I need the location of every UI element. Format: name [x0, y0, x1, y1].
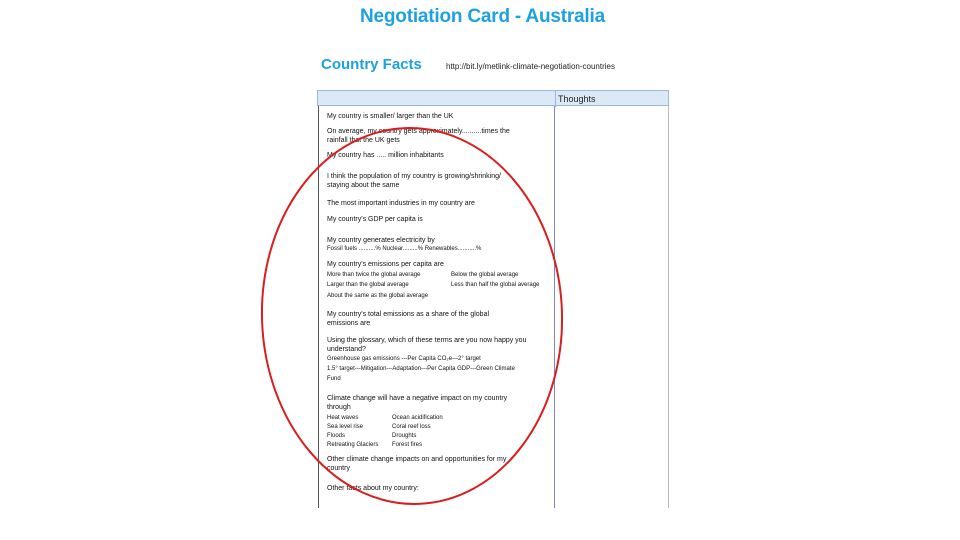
emission-option: About the same as the global average	[327, 293, 429, 299]
fact-electricity: My country generates electricity by	[327, 237, 435, 244]
impact-question-line2: through	[327, 404, 351, 411]
fact-population: My country has ..... million inhabitants	[327, 152, 444, 159]
impact-item: Droughts	[392, 433, 417, 439]
fact-industries: The most important industries in my country are	[327, 200, 475, 207]
impact-question-line1: Climate change will have a negative impact on my country	[327, 395, 508, 402]
glossary-question-line1: Using the glossary, which of these terms are you now happy you	[327, 337, 527, 344]
fact-emissions-per-capita: My country's emissions per capita are	[327, 261, 444, 268]
table-left-border	[318, 106, 319, 508]
fact-rainfall-line2: rainfall that the UK gets	[327, 137, 400, 144]
country-facts-table	[317, 90, 669, 508]
glossary-terms-line3: Fund	[327, 376, 341, 382]
impact-item: Sea level rise	[327, 424, 364, 430]
glossary-question-line2: understand?	[327, 346, 366, 353]
table-column-divider	[554, 106, 555, 508]
glossary-terms-line1: Greenhouse gas emissions ---Per Capita CO₂e---2° target	[327, 356, 481, 362]
emission-option: Below the global average	[451, 272, 519, 278]
impact-item: Floods	[327, 433, 346, 439]
fact-pop-trend-line1: I think the population of my country is growing/shrinking/	[327, 173, 501, 180]
section-title: Country Facts	[321, 56, 422, 73]
glossary-terms-line2: 1.5° target---Mitigation---Adaptation---Per Capita GDP---Green Climate	[327, 366, 515, 372]
impact-item: Retreating Glaciers	[327, 442, 379, 448]
impact-item: Coral reef loss	[392, 424, 431, 430]
countries-link[interactable]: http://bit.ly/metlink-climate-negotiation-countries	[446, 62, 615, 71]
other-facts: Other facts about my country:	[327, 485, 419, 492]
fact-rainfall-line1: On average, my country gets approximately..........times the	[327, 128, 510, 135]
table-header	[317, 90, 669, 106]
impact-item: Heat waves	[327, 415, 359, 421]
thoughts-header: Thoughts	[558, 94, 596, 104]
other-impacts-line2: country	[327, 465, 350, 472]
table-right-border	[668, 106, 669, 508]
page-title: Negotiation Card - Australia	[360, 6, 605, 27]
fact-size: My country is smaller/ larger than the UK	[327, 113, 454, 120]
impact-item: Forest fires	[392, 442, 423, 448]
emission-option: Less than half the global average	[451, 282, 540, 288]
other-impacts-line1: Other climate change impacts on and opportunities for my	[327, 456, 507, 463]
impact-item: Ocean acidification	[392, 415, 443, 421]
fact-total-emissions-line1: My country's total emissions as a share of the global	[327, 311, 490, 318]
fact-total-emissions-line2: emissions are	[327, 320, 371, 327]
fact-electricity-mix: Fossil fuels ..........% Nuclear.........% Renewables...........%	[327, 246, 482, 252]
facts-header-cell	[318, 91, 556, 107]
fact-pop-trend-line2: staying about the same	[327, 182, 400, 189]
fact-gdp: My country's GDP per capita is	[327, 216, 423, 223]
emission-option: More than twice the global average	[327, 272, 421, 278]
emission-option: Larger than the global average	[327, 282, 409, 288]
